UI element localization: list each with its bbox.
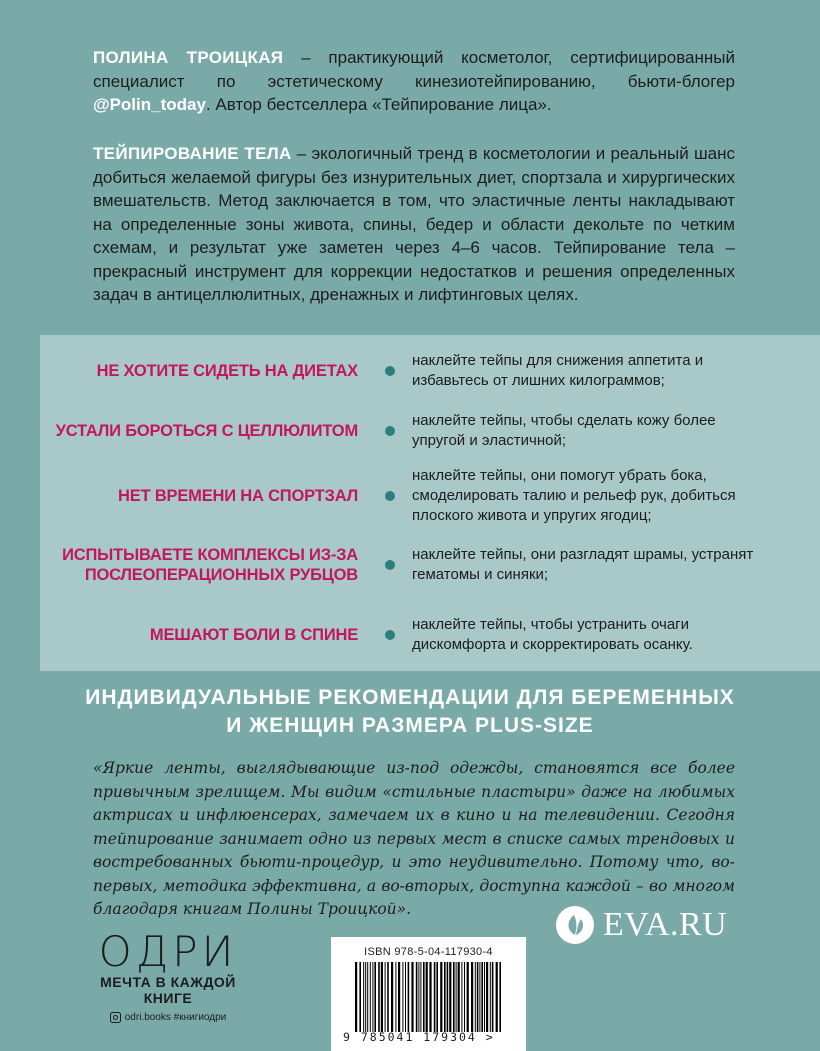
bullet-dot-icon	[385, 630, 395, 640]
barcode-stripe	[355, 962, 357, 1032]
barcode-stripe	[499, 962, 501, 1032]
barcode-stripe	[456, 962, 457, 1032]
barcode-stripe	[405, 962, 406, 1032]
bullet-dot-icon	[385, 366, 395, 376]
barcode-stripe	[402, 962, 403, 1032]
barcode-stripe	[378, 962, 380, 1032]
benefit-row	[40, 407, 820, 455]
barcode-stripe	[490, 962, 491, 1032]
instagram-icon	[110, 1012, 121, 1023]
barcode-stripe	[411, 962, 413, 1032]
isbn-label: ISBN 978-5-04-117930-4	[364, 946, 493, 958]
barcode-stripe	[492, 962, 494, 1032]
barcode-stripe	[444, 962, 446, 1032]
barcode-stripe	[387, 962, 389, 1032]
bullet-dot-icon	[385, 560, 395, 570]
barcode-stripe	[496, 962, 498, 1032]
barcode-stripe	[481, 962, 483, 1032]
barcode-stripe	[416, 962, 418, 1032]
description-paragraph	[93, 142, 735, 307]
publisher-tagline-1: МЕЧТА В КАЖДОЙ	[100, 974, 236, 990]
benefit-row	[40, 539, 820, 591]
description-text: – экологичный тренд в косметологии и реальный шанс добиться желаемой фигуры без изнурительных диет, спортзала и хирургических вмешательств. Метод заключается в том, что эластичные ленты накладывают на определенные зоны живота, спины, бедер и области декольте по четким схемам, и результат уже заметен через 4–6 часов. Тейпирование тела – прекрасный инструмент для коррекции недостатков и решения определенных задач в антицеллюлитных, дренажных и лифтинговых целях.	[93, 144, 735, 304]
publisher-social	[88, 1012, 248, 1023]
description-lead: ТЕЙПИРОВАНИЕ ТЕЛА	[93, 144, 292, 163]
benefit-solution: наклейте тейпы, они помогут убрать бока, смоделировать талию и рельеф рук, добиться плоского живота и упругих ягодиц;	[412, 467, 736, 524]
publisher-social-text: odri.books #книгиодри	[124, 1012, 227, 1023]
barcode-stripe	[471, 962, 473, 1032]
author-paragraph	[93, 46, 735, 117]
barcode-stripe	[418, 962, 419, 1032]
recommendations-heading	[0, 684, 820, 740]
benefit-row	[40, 463, 820, 529]
author-text-2: . Автор бестселлера «Тейпирование лица».	[205, 95, 552, 114]
barcode-stripe	[391, 962, 393, 1032]
barcode-stripe	[365, 962, 366, 1032]
barcode-digits: 9 785041 179304 >	[343, 1030, 495, 1044]
barcode-stripe	[436, 962, 438, 1032]
benefit-row	[40, 611, 820, 659]
barcode-stripe	[359, 962, 361, 1032]
heading-line-1: ИНДИВИДУАЛЬНЫЕ РЕКОМЕНДАЦИИ ДЛЯ БЕРЕМЕННЫХ	[85, 686, 735, 709]
benefit-solution: наклейте тейпы для снижения аппетита и избавьтесь от лишних килограммов;	[412, 352, 704, 389]
benefit-row	[40, 347, 820, 395]
barcode-stripe	[484, 962, 485, 1032]
barcode-stripe	[381, 962, 383, 1032]
author-name: ПОЛИНА ТРОИЦКАЯ	[93, 48, 284, 67]
author-handle: @Polin_today	[93, 95, 206, 114]
benefit-solution: наклейте тейпы, они разгладят шрамы, устранят гематомы и синяки;	[412, 546, 754, 583]
barcode-stripe	[420, 962, 421, 1032]
review-quote: «Яркие ленты, выглядывающие из-под одежды, становятся все более привычным зрелищем. Мы видим «стильные пластыри» даже на любимых актрисах и инфлюенсерах, замечаем их в кино и на телевидении. Сегодня тейпирование занимает одно из первых мест в списке самых трендовых и востребованных бьюти-процедур, и это неудивительно. Потому что, во-первых, методика эффективна, а во-вторых, доступна каждой – во многом благодаря книгам Полины Троицкой».	[93, 759, 735, 918]
barcode-stripe	[461, 962, 462, 1032]
barcode-stripe	[434, 962, 436, 1032]
benefit-problem: НЕТ ВРЕМЕНИ НА СПОРТЗАЛ	[118, 487, 358, 505]
benefit-problem: УСТАЛИ БОРОТЬСЯ С ЦЕЛЛЮЛИТОМ	[55, 422, 358, 440]
publisher-tagline-2: КНИГЕ	[143, 990, 193, 1006]
barcode-stripe	[447, 962, 449, 1032]
barcode-stripe	[363, 962, 364, 1032]
barcode-stripe	[398, 962, 400, 1032]
bullet-dot-icon	[385, 426, 395, 436]
benefit-solution: наклейте тейпы, чтобы сделать кожу более упругой и эластичной;	[412, 412, 716, 449]
barcode-stripe	[429, 962, 431, 1032]
benefit-problem: НЕ ХОТИТЕ СИДЕТЬ НА ДИЕТАХ	[96, 362, 358, 380]
publisher-logo: ОДРИ	[98, 927, 238, 976]
barcode-stripe	[475, 962, 476, 1032]
heading-line-2: И ЖЕНЩИН РАЗМЕРА PLUS-SIZE	[226, 714, 594, 737]
barcode-stripe	[467, 962, 469, 1032]
barcode-stripe	[464, 962, 465, 1032]
bullet-dot-icon	[385, 491, 395, 501]
barcode-panel	[331, 937, 526, 1051]
barcode-stripe	[449, 962, 451, 1032]
barcode-stripe	[479, 962, 480, 1032]
author-text-1: – практикующий косметолог, сертифицированный специалист по эстетическому кинезиотейпированию, бьюти-блогер	[93, 48, 735, 91]
benefits-panel	[40, 335, 820, 671]
barcode-stripe	[408, 962, 410, 1032]
barcode-stripe	[385, 962, 386, 1032]
benefit-problem: ИСПЫТЫВАЕТЕ КОМПЛЕКСЫ ИЗ-ЗА ПОСЛЕОПЕРАЦИОННЫХ РУБЦОВ	[62, 546, 358, 584]
barcode-stripe	[395, 962, 396, 1032]
barcode-stripe	[367, 962, 368, 1032]
partner-name: EVA.RU	[603, 906, 728, 943]
barcode-stripe	[374, 962, 376, 1032]
barcode-stripe	[370, 962, 371, 1032]
barcode-stripe	[426, 962, 428, 1032]
barcode-stripe	[372, 962, 373, 1032]
leaf-circle-icon	[555, 905, 595, 945]
barcode-bars	[353, 962, 503, 1032]
benefit-problem: МЕШАЮТ БОЛИ В СПИНЕ	[149, 626, 358, 644]
benefit-solution: наклейте тейпы, чтобы устранить очаги дискомфорта и скорректировать осанку.	[412, 616, 693, 653]
partner-logo	[555, 905, 727, 945]
barcode-stripe	[486, 962, 488, 1032]
barcode-stripe	[458, 962, 460, 1032]
barcode-stripe	[453, 962, 455, 1032]
barcode-stripe	[477, 962, 479, 1032]
barcode-stripe	[423, 962, 425, 1032]
publisher-block	[88, 927, 248, 1023]
barcode-stripe	[440, 962, 442, 1032]
